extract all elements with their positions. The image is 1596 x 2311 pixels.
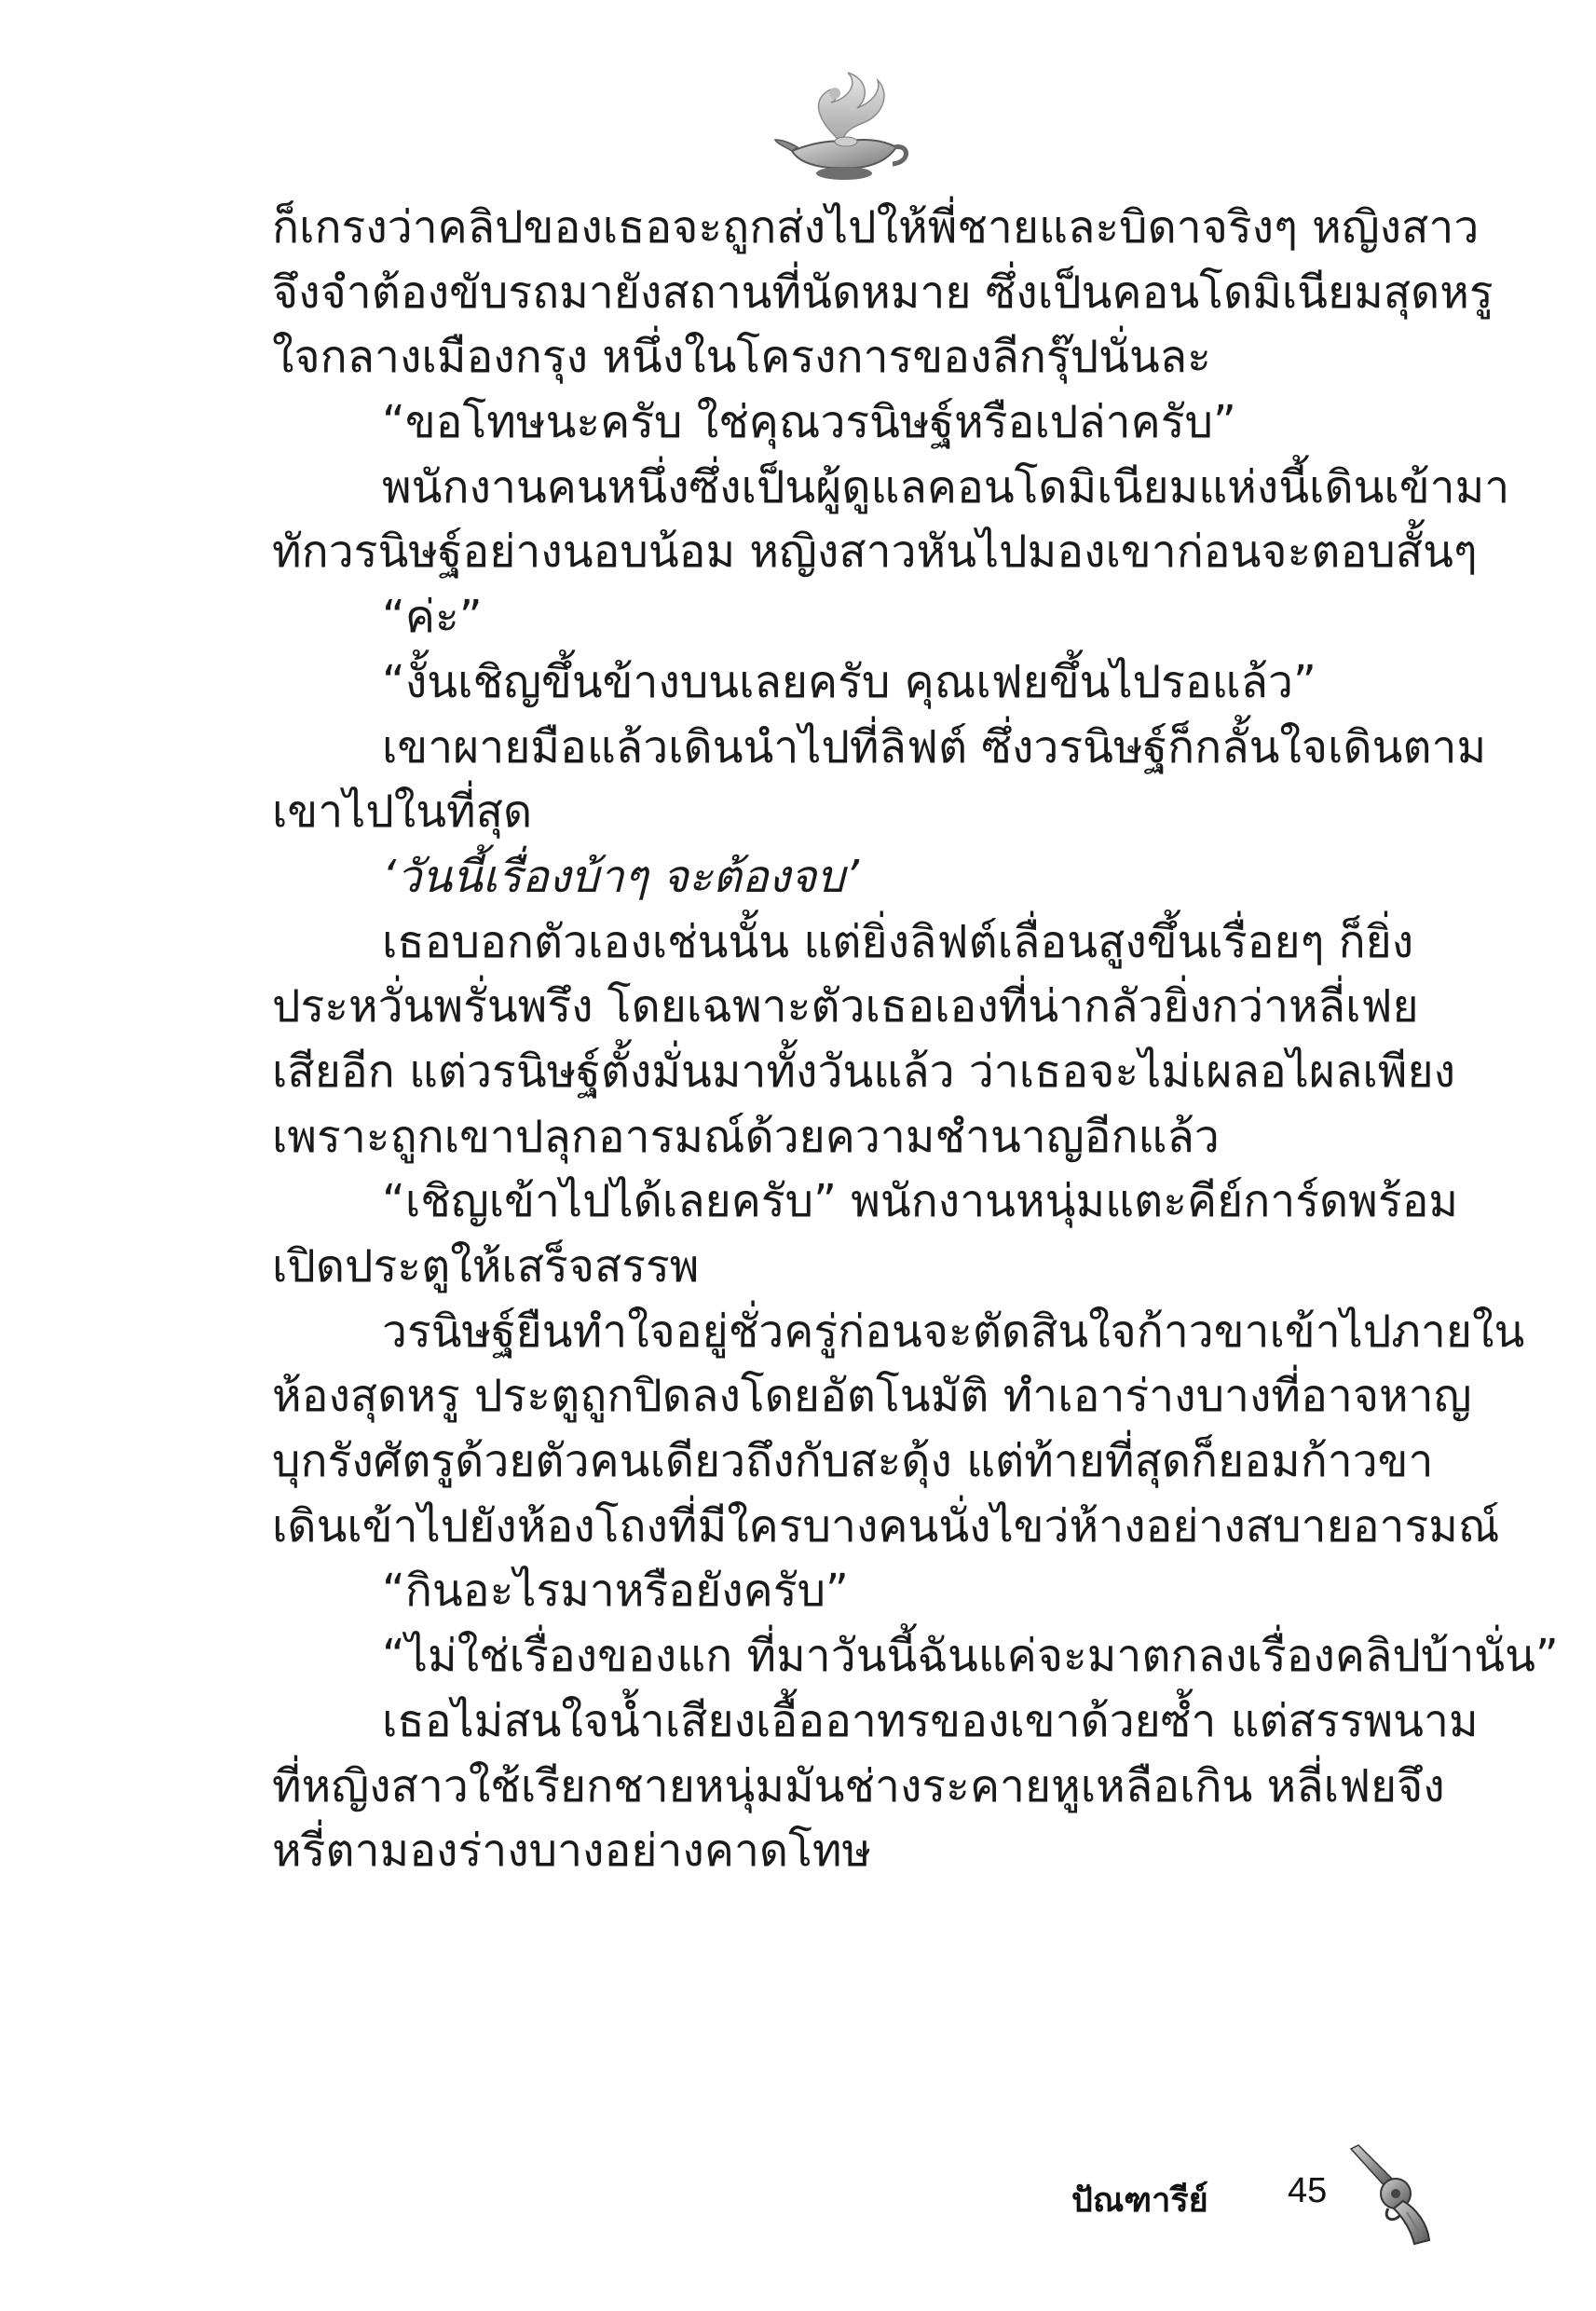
- text-line: ที่หญิงสาวใช้เรียกชายหนุ่มมันช่างระคายหูเหลือเกิน หลี่เฟยจึง: [272, 1759, 1445, 1812]
- text-line: ห้องสุดหรู ประตูถูกปิดลงโดยอัตโนมัติ ทำเอาร่างบางที่อาจหาญ: [272, 1370, 1472, 1423]
- text-line: ทักวรนิษฐ์อย่างนอบน้อม หญิงสาวหันไปมองเขาก่อนจะตอบสั้นๆ: [272, 526, 1478, 579]
- text-line: ‘วันนี้เรื่องบ้าๆ จะต้องจบ’: [382, 850, 859, 903]
- text-line: ก็เกรงว่าคลิปของเธอจะถูกส่งไปให้พี่ชายและบิดาจริงๆ หญิงสาว: [272, 201, 1480, 253]
- text-line: เสียอีก แต่วรนิษฐ์ตั้งมั่นมาทั้งวันแล้ว ว่าเธอจะไม่เผลอไผลเพียง: [272, 1045, 1456, 1098]
- text-line: “กินอะไรมาหรือยังครับ”: [382, 1565, 849, 1618]
- text-line: เขาไปในที่สุด: [272, 786, 533, 839]
- book-title: ปัณฑารีย์: [1071, 2181, 1208, 2220]
- revolver-icon: [1345, 2143, 1435, 2246]
- text-line: วรนิษฐ์ยืนทำใจอยู่ชั่วครู่ก่อนจะตัดสินใจก้าวขาเข้าไปภายใน: [382, 1305, 1525, 1358]
- page-footer: [1071, 2143, 1444, 2255]
- text-line: ประหวั่นพรั่นพรึง โดยเฉพาะตัวเธอเองที่น่ากลัวยิ่งกว่าหลี่เฟย: [272, 980, 1419, 1033]
- text-line: พนักงานคนหนึ่งซึ่งเป็นผู้ดูแลคอนโดมิเนียมแห่งนี้เดินเข้ามา: [382, 460, 1510, 513]
- text-line: “ค่ะ”: [382, 591, 483, 644]
- text-line: เปิดประตูให้เสร็จสรรพ: [272, 1240, 700, 1292]
- text-line: เธอไม่สนใจน้ำเสียงเอื้ออาทรของเขาด้วยซ้ำ แต่สรรพนาม: [382, 1694, 1479, 1747]
- text-line: บุกรังศัตรูด้วยตัวคนเดียวถึงกับสะดุ้ง แต่ท้ายที่สุดก็ยอมก้าวขา: [272, 1435, 1434, 1488]
- text-line: เธอบอกตัวเองเช่นนั้น แต่ยิ่งลิฟต์เลื่อนสูงขึ้นเรื่อยๆ ก็ยิ่ง: [382, 915, 1414, 968]
- text-line: “เชิญเข้าไปได้เลยครับ” พนักงานหนุ่มแตะคีย์การ์ดพร้อม: [382, 1175, 1459, 1228]
- text-line: หรี่ตามองร่างบางอย่างคาดโทษ: [272, 1825, 872, 1878]
- genie-lamp-icon: [773, 65, 913, 186]
- text-line: “ขอโทษนะครับ ใช่คุณวรนิษฐ์หรือเปล่าครับ”: [382, 396, 1236, 449]
- text-line: “งั้นเชิญขึ้นข้างบนเลยครับ คุณเฟยขึ้นไปรอแล้ว”: [382, 655, 1316, 708]
- text-line: เดินเข้าไปยังห้องโถงที่มีใครบางคนนั่งไขว่ห้างอย่างสบายอารมณ์: [272, 1499, 1500, 1552]
- text-line: เพราะถูกเขาปลุกอารมณ์ด้วยความชำนาญอีกแล้ว: [272, 1110, 1220, 1163]
- text-line: “ไม่ใช่เรื่องของแก ที่มาวันนี้ฉันแค่จะมาตกลงเรื่องคลิปบ้านั่น”: [382, 1630, 1559, 1683]
- page-number: 45: [1288, 2171, 1328, 2210]
- body-text: [272, 196, 1559, 1884]
- text-line: ใจกลางเมืองกรุง หนึ่งในโครงการของลีกรุ๊ปนั่นละ: [272, 331, 1211, 384]
- text-line: เขาผายมือแล้วเดินนำไปที่ลิฟต์ ซึ่งวรนิษฐ์ก็กลั้นใจเดินตาม: [382, 720, 1487, 773]
- text-line: จึงจำต้องขับรถมายังสถานที่นัดหมาย ซึ่งเป็นคอนโดมิเนียมสุดหรู: [272, 266, 1494, 319]
